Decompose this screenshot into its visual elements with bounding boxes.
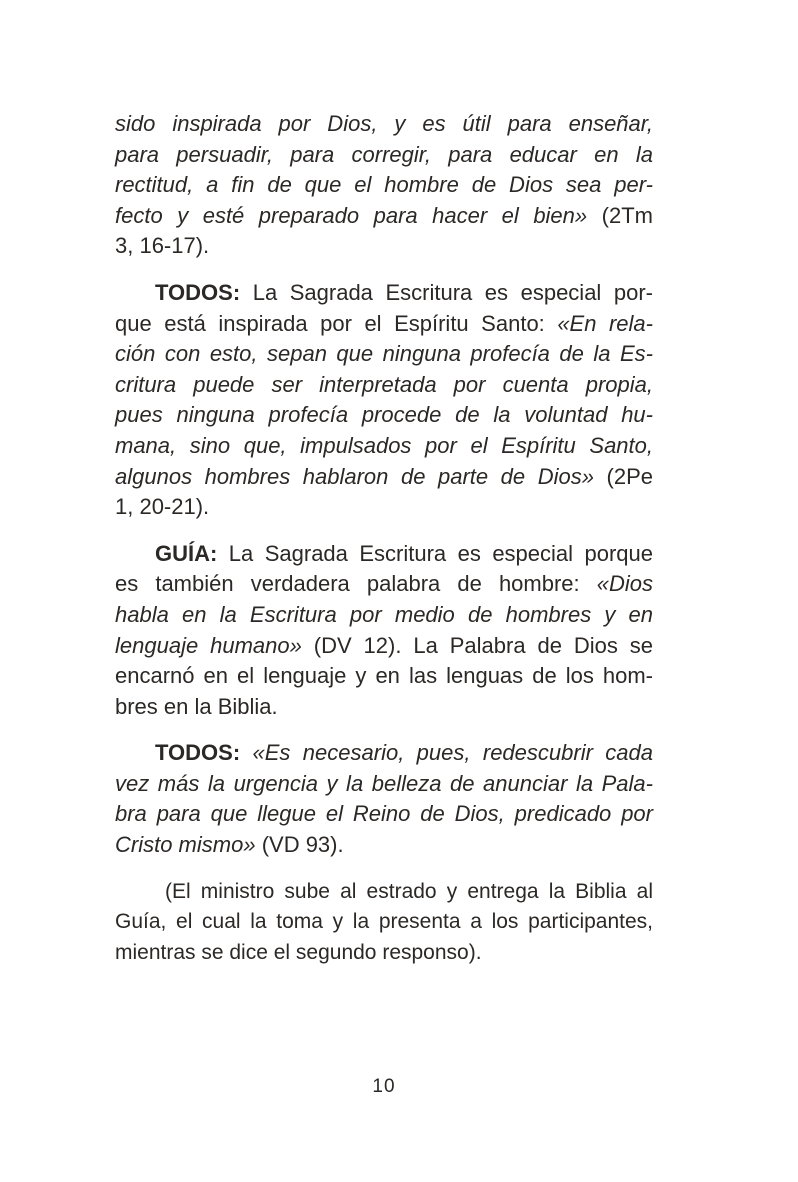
paragraph	[115, 539, 653, 723]
text-run: «Es necesario, pues, redescubrir cada	[240, 740, 653, 766]
text-run: La Sagrada Escritura es especial porque	[217, 540, 653, 566]
text-line	[115, 907, 653, 938]
text-line	[115, 231, 653, 262]
text-run: fecto y esté preparado para hacer el bien»	[115, 202, 588, 228]
text-line	[115, 400, 653, 431]
text-line	[115, 370, 653, 401]
text-run: encarnó en el lenguaje y en las lenguas de los hom-	[115, 663, 653, 689]
text-run: La Sagrada Escritura es especial por-	[240, 279, 653, 305]
text-line	[115, 738, 653, 769]
page-number: 10	[372, 1076, 396, 1097]
text-run: ción con esto, sepan que ninguna profecía de la Es-	[115, 341, 653, 367]
text-run: habla en la Escritura por medio de hombres y en	[115, 601, 653, 627]
text-line	[115, 569, 653, 600]
text-run: rectitud, a fin de que el hombre de Dios sea per-	[115, 172, 653, 198]
text-run: para persuadir, para corregir, para educar en la	[115, 141, 653, 167]
text-line	[115, 201, 653, 232]
text-run: critura puede ser interpretada por cuenta propia,	[115, 371, 653, 397]
text-run: Cristo mismo»	[115, 832, 256, 858]
text-line	[115, 938, 653, 969]
text-run: mientras se dice el segundo responso).	[115, 940, 482, 964]
text-run: (2Tm	[587, 202, 653, 228]
text-run: «Dios	[596, 571, 653, 597]
text-run: 3, 16-17).	[115, 233, 210, 259]
text-line	[115, 769, 653, 800]
text-run: 1, 20-21).	[115, 494, 210, 520]
text-line	[115, 692, 653, 723]
text-run: pues ninguna profecía procede de la voluntad hu-	[115, 402, 653, 428]
text-line	[115, 492, 653, 523]
text-line	[115, 109, 653, 140]
text-line	[115, 140, 653, 171]
text-line	[115, 799, 653, 830]
text-run: TODOS:	[155, 279, 241, 305]
text-run: mana, sino que, impulsados por el Espíritu Santo,	[115, 432, 653, 458]
text-run: bres en la Biblia.	[115, 693, 278, 719]
text-run: algunos hombres hablaron de parte de Dios»	[115, 463, 594, 489]
text-run: «En rela-	[557, 310, 653, 336]
text-run: (2Pe	[593, 463, 653, 489]
text-run: (VD 93).	[255, 832, 344, 858]
text-run: TODOS:	[155, 740, 241, 766]
text-run: es también verdadera palabra de hombre:	[115, 571, 597, 597]
text-line	[115, 661, 653, 692]
text-run: (El ministro sube al estrado y entrega la Biblia al	[165, 879, 653, 903]
text-line	[115, 631, 653, 662]
text-line	[115, 539, 653, 570]
text-run: Guía, el cual la toma y la presenta a los participantes,	[115, 910, 653, 934]
paragraph	[115, 877, 653, 969]
text-line	[115, 278, 653, 309]
text-run: GUÍA:	[155, 540, 218, 566]
text-line	[115, 600, 653, 631]
text-run: vez más la urgencia y la belleza de anunciar la Pala-	[115, 770, 653, 796]
text-line	[115, 309, 653, 340]
paragraph	[115, 278, 653, 523]
text-line	[115, 877, 653, 908]
paragraph	[115, 738, 653, 860]
text-line	[115, 462, 653, 493]
text-line	[115, 830, 653, 861]
paragraph	[115, 109, 653, 262]
text-run: (DV 12). La Palabra de Dios se	[301, 632, 653, 658]
text-run: sido inspirada por Dios, y es útil para enseñar,	[115, 111, 653, 136]
page-text	[115, 109, 653, 968]
text-run: bra para que llegue el Reino de Dios, predicado por	[115, 801, 653, 827]
text-line	[115, 339, 653, 370]
text-run: lenguaje humano»	[115, 632, 302, 658]
text-line	[115, 431, 653, 462]
text-line	[115, 170, 653, 201]
text-run: que está inspirada por el Espíritu Santo:	[115, 310, 558, 336]
